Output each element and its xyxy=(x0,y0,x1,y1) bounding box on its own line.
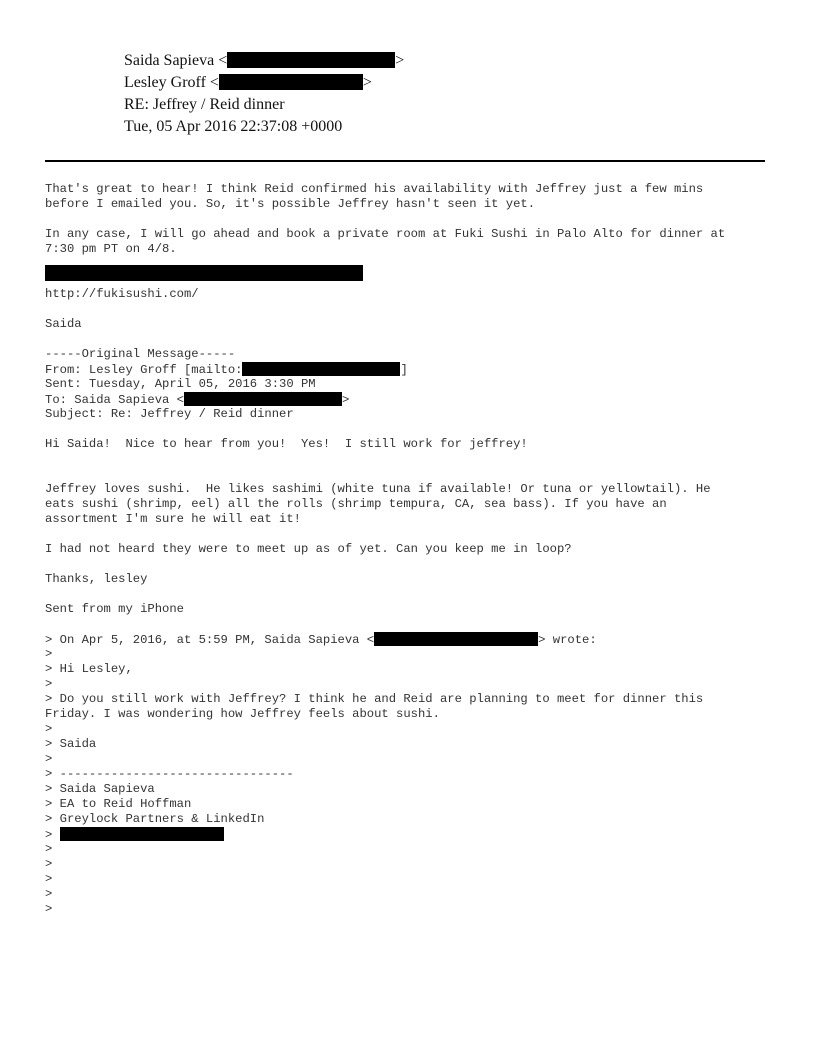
original-from: From: Lesley Groff [mailto: ] xyxy=(45,363,408,377)
quoted-line: > xyxy=(45,647,53,661)
quoted-line: > Saida xyxy=(45,737,97,751)
quoted-line: > xyxy=(45,872,53,886)
quoted-line: > xyxy=(45,842,53,856)
body-line: Sent from my iPhone xyxy=(45,602,184,616)
quoted-line: > xyxy=(45,887,53,901)
quoted-line: > xyxy=(45,752,53,766)
quoted-line: > -------------------------------- xyxy=(45,767,294,781)
redaction-box xyxy=(227,52,395,68)
quoted-line: > xyxy=(45,827,785,842)
quoted-line: > Do you still work with Jeffrey? I think he and Reid are planning to meet for dinner this xyxy=(45,692,704,706)
redaction-box xyxy=(45,265,363,281)
body-line: eats sushi (shrimp, eel) all the rolls (shrimp tempura, CA, sea bass). If you have an xyxy=(45,497,667,511)
quoted-line: Friday. I was wondering how Jeffrey feels about sushi. xyxy=(45,707,440,721)
signature: Saida xyxy=(45,317,82,331)
original-to: To: Saida Sapieva < > xyxy=(45,393,350,407)
from-value: Saida Sapieva < > xyxy=(124,52,405,69)
quoted-line: > Hi Lesley, xyxy=(45,662,133,676)
redaction-box xyxy=(374,632,538,646)
body-line: 7:30 pm PT on 4/8. xyxy=(45,242,177,256)
body-line: I had not heard they were to meet up as of yet. Can you keep me in loop? xyxy=(45,542,572,556)
quoted-line: > EA to Reid Hoffman xyxy=(45,797,192,811)
subject-value: RE: Jeffrey / Reid dinner xyxy=(124,96,285,113)
date-value: Tue, 05 Apr 2016 22:37:08 +0000 xyxy=(124,118,343,135)
body-line: In any case, I will go ahead and book a private room at Fuki Sushi in Palo Alto for dinner at xyxy=(45,227,726,241)
quoted-line: > Saida Sapieva xyxy=(45,782,155,796)
email-body xyxy=(45,182,785,917)
quoted-line: > xyxy=(45,902,53,916)
body-line: Thanks, lesley xyxy=(45,572,148,586)
original-subject: Subject: Re: Jeffrey / Reid dinner xyxy=(45,407,294,421)
redaction-box xyxy=(184,392,342,406)
quoted-line: > On Apr 5, 2016, at 5:59 PM, Saida Sapieva < > wrote: xyxy=(45,633,597,647)
quoted-line: > Greylock Partners & LinkedIn xyxy=(45,812,265,826)
quoted-line: > xyxy=(45,677,53,691)
body-line: Jeffrey loves sushi. He likes sashimi (white tuna if available! Or tuna or yellowtail). He xyxy=(45,482,711,496)
redaction-box xyxy=(60,827,224,841)
body-line: Hi Saida! Nice to hear from you! Yes! I still work for jeffrey! xyxy=(45,437,528,451)
body-line: assortment I'm sure he will eat it! xyxy=(45,512,301,526)
restaurant-link[interactable]: http://fukisushi.com/ xyxy=(45,287,199,301)
original-message-header: -----Original Message----- xyxy=(45,347,236,361)
quoted-line: > xyxy=(45,722,53,736)
original-sent: Sent: Tuesday, April 05, 2016 3:30 PM xyxy=(45,377,316,391)
redaction-box xyxy=(242,362,400,376)
body-line: before I emailed you. So, it's possible Jeffrey hasn't seen it yet. xyxy=(45,197,536,211)
to-value: Lesley Groff < > xyxy=(124,74,372,91)
body-line xyxy=(45,272,785,287)
header-divider xyxy=(45,160,765,162)
body-line: That's great to hear! I think Reid confirmed his availability with Jeffrey just a few mins xyxy=(45,182,704,196)
quoted-line: > xyxy=(45,857,53,871)
redaction-box xyxy=(219,74,363,90)
